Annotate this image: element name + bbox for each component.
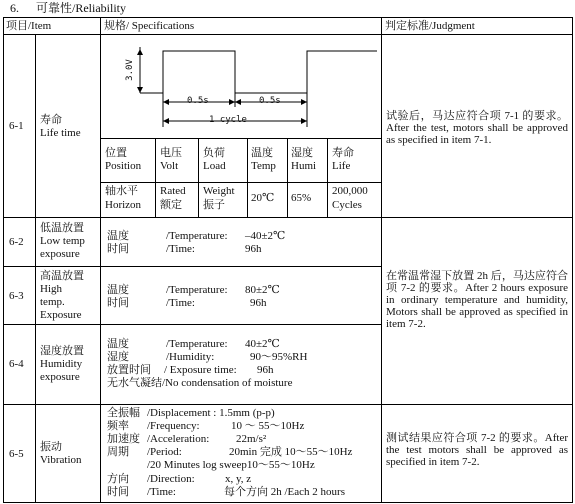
item-name-en-6-5: Vibration xyxy=(40,454,82,466)
spec-6-5-frequency-value: 10 ～ 55～10Hz xyxy=(231,420,305,432)
waveform-off-time: 0.5s xyxy=(259,96,281,106)
item-name-en-6-1: Life time xyxy=(40,127,81,139)
spec-6-5-time-value: 每个方向 2h /Each 2 hours xyxy=(224,486,345,498)
item-name-6-3-line2: High xyxy=(40,283,62,295)
param-load-en: Load xyxy=(203,160,226,172)
waveform-voltage-label: 3.0V xyxy=(124,59,135,81)
spec-6-4-humidity-label: /Humidity: xyxy=(166,351,215,363)
spec-6-2-time-label: /Time: xyxy=(166,243,195,255)
param-load-value-cn: 振子 xyxy=(203,199,225,211)
spec-6-4-temp-cn: 温度 xyxy=(107,338,129,350)
param-volt-cn: 电压 xyxy=(160,147,182,159)
spec-6-3-time-cn: 时间 xyxy=(107,297,129,309)
spec-6-4-exposure-value: 96h xyxy=(257,364,274,376)
param-load-value-en: Weight xyxy=(203,185,235,197)
param-position-cn: 位置 xyxy=(105,147,127,159)
param-life-en: Life xyxy=(332,160,351,172)
item-name-6-3-line4: Exposure xyxy=(40,309,82,321)
spec-6-5-displacement-cn: 全振幅 xyxy=(107,407,140,419)
item-name-6-3-line1: 高温放置 xyxy=(40,270,84,282)
param-life-cn: 寿命 xyxy=(332,147,354,159)
spec-6-2-time-cn: 时间 xyxy=(107,243,129,255)
spec-6-3-temp-label: /Temperature: xyxy=(166,284,228,296)
spec-6-5-acceleration-cn: 加速度 xyxy=(107,433,140,445)
item-number-6-1: 6-1 xyxy=(9,120,24,132)
spec-6-3-temp-cn: 温度 xyxy=(107,284,129,296)
spec-6-3-time-label: /Time: xyxy=(166,297,195,309)
spec-6-5-direction-label: /Direction: xyxy=(147,473,195,485)
spec-6-4-temp-value: 40±2℃ xyxy=(245,338,280,350)
spec-6-5-period-cn: 周期 xyxy=(107,446,129,458)
spec-6-5-direction-cn: 方向 xyxy=(107,473,129,485)
waveform-cycle-label: 1 cycle xyxy=(209,115,247,125)
spec-6-4-humidity-value: 90～95%RH xyxy=(250,351,308,363)
spec-6-5-acceleration-value: 22m/s² xyxy=(236,433,267,445)
spec-6-5-frequency-label: /Frequency: xyxy=(147,420,200,432)
spec-6-2-temp-value: –40±2℃ xyxy=(245,230,286,242)
param-volt-en: Volt xyxy=(160,160,179,172)
spec-6-5-acceleration-label: /Acceleration: xyxy=(147,433,210,445)
item-name-cn-6-5: 振动 xyxy=(40,441,62,453)
item-name-6-4-line2: Humidity xyxy=(40,358,83,370)
param-humi-en: Humi xyxy=(291,160,317,172)
item-name-6-2-line3: exposure xyxy=(40,248,80,260)
item-name-cn-6-1: 寿命 xyxy=(40,114,62,126)
item-number-6-3: 6-3 xyxy=(9,290,24,302)
spec-6-3-time-value: 96h xyxy=(250,297,267,309)
param-load-cn: 负荷 xyxy=(203,147,225,159)
param-volt-value-en: Rated xyxy=(160,185,186,197)
item-name-6-4-line1: 湿度放置 xyxy=(40,345,84,357)
spec-6-5-period-label: /Period: xyxy=(147,446,182,458)
item-name-6-2-line2: Low temp xyxy=(40,235,85,247)
header-specifications: 规格/ Specifications xyxy=(104,20,195,32)
param-life-unit: Cycles xyxy=(332,199,362,211)
item-name-6-2-line1: 低温放置 xyxy=(40,222,84,234)
spec-6-5-sweep: /20 Minutes log sweep10～55～10Hz xyxy=(147,459,315,471)
spec-6-5-time-cn: 时间 xyxy=(107,486,129,498)
spec-6-5-displacement: /Displacement : 1.5mm (p-p) xyxy=(147,407,275,419)
item-number-6-4: 6-4 xyxy=(9,358,24,370)
item-number-6-5: 6-5 xyxy=(9,448,24,460)
spec-6-2-temp-label: /Temperature: xyxy=(166,230,228,242)
item-number-6-2: 6-2 xyxy=(9,236,24,248)
spec-6-4-temp-label: /Temperature: xyxy=(166,338,228,350)
item-name-6-4-line3: exposure xyxy=(40,371,80,383)
param-humi-value: 65% xyxy=(291,192,312,204)
spec-6-5-period-value: 20min 完成 10～55～10Hz xyxy=(229,446,353,458)
section-title: 可靠性/Reliability xyxy=(36,1,126,15)
spec-6-5-time-label: /Time: xyxy=(147,486,176,498)
spec-6-2-temp-cn: 温度 xyxy=(107,230,129,242)
spec-6-5-frequency-cn: 频率 xyxy=(107,420,129,432)
spec-6-5-direction-value: x, y, z xyxy=(225,473,252,485)
judgment-6-5: 测试结果应符合项 7-2 的要求。After the test motors shall be approved as specified in item 7-2. xyxy=(386,432,568,468)
param-volt-value-cn: 额定 xyxy=(160,199,182,211)
header-item: 项目/Item xyxy=(6,20,52,32)
judgment-6-2-to-6-4: 在常温常湿下放置 2h 后，马达应符合项 7-2 的要求。After 2 hours exposure in ordinary temperature and humidity, Motors shall be approved as specified in item 7-2. xyxy=(386,270,568,330)
spec-6-4-exposure-label: / Exposure time: xyxy=(164,364,237,376)
spec-6-3-temp-value: 80±2℃ xyxy=(245,284,280,296)
param-life-value: 200,000 xyxy=(332,185,368,197)
param-position-value-cn: 轴水平 xyxy=(105,185,138,197)
param-position-en: Position xyxy=(105,160,142,172)
item-name-6-3-line3: temp. xyxy=(40,296,65,308)
section-number: 6. xyxy=(10,1,19,15)
param-temp-value: 20℃ xyxy=(251,192,275,204)
param-humi-cn: 湿度 xyxy=(291,147,313,159)
header-judgment: 判定标准/Judgment xyxy=(385,20,475,32)
spec-6-4-humidity-cn: 湿度 xyxy=(107,351,129,363)
param-temp-en: Temp xyxy=(251,160,276,172)
spec-6-4-condensation: 无水气凝结/No condensation of moisture xyxy=(107,377,293,389)
judgment-6-1: 试验后，马达应符合项 7-1 的要求。After the test, motors shall be approved as specified in item 7-1. xyxy=(386,110,568,146)
waveform-on-time: 0.5s xyxy=(187,96,209,106)
spec-6-4-exposure-cn: 放置时间 xyxy=(107,364,151,376)
param-position-value-en: Horizon xyxy=(105,199,142,211)
param-temp-cn: 温度 xyxy=(251,147,273,159)
spec-6-2-time-value: 96h xyxy=(245,243,262,255)
